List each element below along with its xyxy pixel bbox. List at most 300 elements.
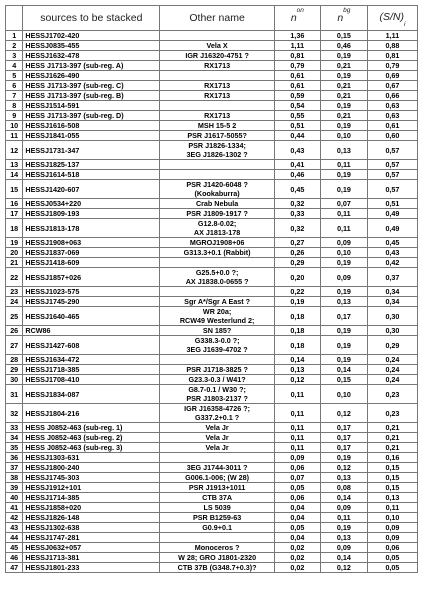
source-name-cell: RCW86 bbox=[23, 326, 160, 336]
table-row bbox=[6, 209, 418, 219]
source-name-cell: HESSJ0632+057 bbox=[23, 543, 160, 553]
n-on-cell: 0,33 bbox=[274, 209, 320, 219]
table-row bbox=[6, 563, 418, 573]
sn-cell: 0,05 bbox=[367, 553, 417, 563]
n-on-cell: 1,11 bbox=[274, 41, 320, 51]
table-row bbox=[6, 219, 418, 238]
n-on-cell: 0,11 bbox=[274, 433, 320, 443]
n-on-cell: 0,59 bbox=[274, 91, 320, 101]
sn-cell: 0,51 bbox=[367, 199, 417, 209]
source-name-cell: HESSJ1634-472 bbox=[23, 355, 160, 365]
n-bg-cell: 0,10 bbox=[320, 248, 367, 258]
sn-cell: 0,09 bbox=[367, 523, 417, 533]
other-name-cell: Vela Jr bbox=[160, 423, 275, 433]
n-on-cell: 0,61 bbox=[274, 81, 320, 91]
source-name-cell: HESS J0852-463 (sub-reg. 1) bbox=[23, 423, 160, 433]
table-row bbox=[6, 533, 418, 543]
sn-cell: 0,24 bbox=[367, 355, 417, 365]
source-name-cell: HESSJ1747-281 bbox=[23, 533, 160, 543]
table-row bbox=[6, 385, 418, 404]
table-row bbox=[6, 297, 418, 307]
source-name-cell: HESSJ1745-290 bbox=[23, 297, 160, 307]
n-bg-cell: 0,15 bbox=[320, 375, 367, 385]
n-bg-cell: 0,19 bbox=[320, 71, 367, 81]
table-row bbox=[6, 91, 418, 101]
source-name-cell: HESSJ1800-240 bbox=[23, 463, 160, 473]
sn-cell: 0,06 bbox=[367, 543, 417, 553]
sn-cell: 0,30 bbox=[367, 326, 417, 336]
row-index: 9 bbox=[6, 111, 23, 121]
row-index: 4 bbox=[6, 61, 23, 71]
other-name-cell: Vela Jr bbox=[160, 433, 275, 443]
n-bg-cell: 0,13 bbox=[320, 141, 367, 160]
row-index: 23 bbox=[6, 287, 23, 297]
row-index: 15 bbox=[6, 180, 23, 199]
header-row bbox=[6, 6, 418, 31]
other-name-cell: G12.8-0.02; AX J1813-178 bbox=[160, 219, 275, 238]
n-bg-cell: 0,21 bbox=[320, 91, 367, 101]
n-on-cell: 0,51 bbox=[274, 121, 320, 131]
source-name-cell: HESSJ1745-303 bbox=[23, 473, 160, 483]
row-index: 30 bbox=[6, 375, 23, 385]
n-on-cell: 0,43 bbox=[274, 141, 320, 160]
sn-cell: 0,24 bbox=[367, 375, 417, 385]
n-on-cell: 0,18 bbox=[274, 336, 320, 355]
table-row bbox=[6, 523, 418, 533]
source-name-cell: HESS J1713-397 (sub-reg. A) bbox=[23, 61, 160, 71]
row-index: 45 bbox=[6, 543, 23, 553]
table-row bbox=[6, 443, 418, 453]
header-sn bbox=[367, 6, 417, 31]
table-row bbox=[6, 268, 418, 287]
sn-cell: 0,15 bbox=[367, 483, 417, 493]
n-on-cell: 0,04 bbox=[274, 503, 320, 513]
n-on-cell: 1,36 bbox=[274, 31, 320, 41]
n-bg-cell: 0,11 bbox=[320, 219, 367, 238]
row-index: 43 bbox=[6, 523, 23, 533]
sn-cell: 0,60 bbox=[367, 131, 417, 141]
sn-cell: 0,67 bbox=[367, 81, 417, 91]
table-row bbox=[6, 31, 418, 41]
n-bg-cell: 0,09 bbox=[320, 503, 367, 513]
table-row bbox=[6, 41, 418, 51]
table-row bbox=[6, 71, 418, 81]
n-bg-cell: 0,19 bbox=[320, 121, 367, 131]
row-index: 42 bbox=[6, 513, 23, 523]
other-name-cell bbox=[160, 71, 275, 81]
other-name-cell: IGR J16358-4726 ?; G337.2+0.1 ? bbox=[160, 404, 275, 423]
sn-cell: 0,23 bbox=[367, 404, 417, 423]
table-row bbox=[6, 180, 418, 199]
row-index: 6 bbox=[6, 81, 23, 91]
sn-cell: 0,57 bbox=[367, 141, 417, 160]
row-index: 24 bbox=[6, 297, 23, 307]
row-index: 28 bbox=[6, 355, 23, 365]
n-on-cell: 0,22 bbox=[274, 287, 320, 297]
n-bg-cell: 0,09 bbox=[320, 268, 367, 287]
source-name-cell: HESSJ1837-069 bbox=[23, 248, 160, 258]
sn-cell: 0,63 bbox=[367, 111, 417, 121]
n-on-cell: 0,09 bbox=[274, 453, 320, 463]
row-index: 39 bbox=[6, 483, 23, 493]
source-name-cell: HESSJ1825-137 bbox=[23, 160, 160, 170]
table-row bbox=[6, 307, 418, 326]
table-row bbox=[6, 141, 418, 160]
n-bg-cell: 0,17 bbox=[320, 423, 367, 433]
other-name-cell bbox=[160, 533, 275, 543]
source-name-cell: HESSJ1857+026 bbox=[23, 268, 160, 287]
n-on-cell: 0,02 bbox=[274, 543, 320, 553]
n-bg-cell: 0,08 bbox=[320, 483, 367, 493]
sn-cell: 0,61 bbox=[367, 121, 417, 131]
sn-cell: 0,63 bbox=[367, 101, 417, 111]
other-name-cell: PSR J1718-3825 ? bbox=[160, 365, 275, 375]
table-row bbox=[6, 51, 418, 61]
n-bg-cell: 0,09 bbox=[320, 543, 367, 553]
row-index: 31 bbox=[6, 385, 23, 404]
n-on-cell: 0,54 bbox=[274, 101, 320, 111]
sn-cell: 0,16 bbox=[367, 453, 417, 463]
table-row bbox=[6, 131, 418, 141]
n-bg-cell: 0,12 bbox=[320, 404, 367, 423]
row-index: 22 bbox=[6, 268, 23, 287]
row-index: 33 bbox=[6, 423, 23, 433]
row-index: 14 bbox=[6, 170, 23, 180]
header-n-on-sup: on bbox=[296, 7, 304, 14]
other-name-cell bbox=[160, 355, 275, 365]
other-name-cell bbox=[160, 31, 275, 41]
sn-cell: 0,13 bbox=[367, 493, 417, 503]
row-index: 27 bbox=[6, 336, 23, 355]
source-name-cell: HESSJ1841-055 bbox=[23, 131, 160, 141]
row-index: 3 bbox=[6, 51, 23, 61]
n-bg-cell: 0,11 bbox=[320, 209, 367, 219]
sn-cell: 1,11 bbox=[367, 31, 417, 41]
source-name-cell: HESSJ1702-420 bbox=[23, 31, 160, 41]
n-bg-cell: 0,21 bbox=[320, 81, 367, 91]
source-name-cell: HESS J1713-397 (sub-reg. C) bbox=[23, 81, 160, 91]
sn-cell: 0,45 bbox=[367, 238, 417, 248]
n-on-cell: 0,04 bbox=[274, 513, 320, 523]
sn-cell: 0,23 bbox=[367, 385, 417, 404]
header-n-bg bbox=[320, 6, 367, 31]
source-name-cell: HESSJ1858+020 bbox=[23, 503, 160, 513]
other-name-cell: Vela X bbox=[160, 41, 275, 51]
table-row bbox=[6, 111, 418, 121]
table-body bbox=[6, 31, 418, 573]
sn-cell: 0,15 bbox=[367, 473, 417, 483]
n-bg-cell: 0,19 bbox=[320, 326, 367, 336]
sn-cell: 0,29 bbox=[367, 336, 417, 355]
row-index: 13 bbox=[6, 160, 23, 170]
source-name-cell: HESSJ1834-087 bbox=[23, 385, 160, 404]
n-on-cell: 0,19 bbox=[274, 297, 320, 307]
source-name-cell: HESSJ1804-216 bbox=[23, 404, 160, 423]
other-name-cell: RX1713 bbox=[160, 91, 275, 101]
table-row bbox=[6, 199, 418, 209]
n-bg-cell: 0,19 bbox=[320, 355, 367, 365]
source-name-cell: HESSJ1801-233 bbox=[23, 563, 160, 573]
table-row bbox=[6, 493, 418, 503]
sn-cell: 0,43 bbox=[367, 248, 417, 258]
row-index: 20 bbox=[6, 248, 23, 258]
other-name-cell bbox=[160, 258, 275, 268]
other-name-cell: G23.3-0.3 / W41? bbox=[160, 375, 275, 385]
sn-cell: 0,81 bbox=[367, 51, 417, 61]
other-name-cell: 3EG J1744-3011 ? bbox=[160, 463, 275, 473]
n-bg-cell: 0,09 bbox=[320, 238, 367, 248]
n-bg-cell: 0,17 bbox=[320, 443, 367, 453]
row-index: 40 bbox=[6, 493, 23, 503]
table-row bbox=[6, 503, 418, 513]
other-name-cell: Vela Jr bbox=[160, 443, 275, 453]
table-row bbox=[6, 375, 418, 385]
row-index: 25 bbox=[6, 307, 23, 326]
row-index: 11 bbox=[6, 131, 23, 141]
n-bg-cell: 0,17 bbox=[320, 307, 367, 326]
source-name-cell: HESSJ1023-575 bbox=[23, 287, 160, 297]
other-name-cell: Crab Nebula bbox=[160, 199, 275, 209]
row-index: 34 bbox=[6, 433, 23, 443]
header-n-bg-sup: bg bbox=[343, 7, 351, 14]
n-on-cell: 0,06 bbox=[274, 463, 320, 473]
source-name-cell: HESS J1713-397 (sub-reg. B) bbox=[23, 91, 160, 101]
table-row bbox=[6, 258, 418, 268]
sn-cell: 0,05 bbox=[367, 563, 417, 573]
n-bg-cell: 0,19 bbox=[320, 180, 367, 199]
other-name-cell: W 28; GRO J1801-2320 bbox=[160, 553, 275, 563]
table-row bbox=[6, 287, 418, 297]
table-row bbox=[6, 453, 418, 463]
n-on-cell: 0,14 bbox=[274, 355, 320, 365]
n-bg-cell: 0,19 bbox=[320, 258, 367, 268]
row-index: 46 bbox=[6, 553, 23, 563]
table-row bbox=[6, 160, 418, 170]
n-bg-cell: 0,46 bbox=[320, 41, 367, 51]
row-index: 44 bbox=[6, 533, 23, 543]
header-other-name: Other name bbox=[160, 6, 275, 31]
n-on-cell: 0,44 bbox=[274, 131, 320, 141]
table-row bbox=[6, 238, 418, 248]
table-row bbox=[6, 355, 418, 365]
n-bg-cell: 0,19 bbox=[320, 287, 367, 297]
source-name-cell: HESSJ1626-490 bbox=[23, 71, 160, 81]
n-bg-cell: 0,21 bbox=[320, 111, 367, 121]
n-on-cell: 0,20 bbox=[274, 268, 320, 287]
other-name-cell: MSH 15-5 2 bbox=[160, 121, 275, 131]
other-name-cell: RX1713 bbox=[160, 61, 275, 71]
n-bg-cell: 0,19 bbox=[320, 336, 367, 355]
sn-cell: 0,09 bbox=[367, 533, 417, 543]
n-bg-cell: 0,19 bbox=[320, 523, 367, 533]
sn-cell: 0,21 bbox=[367, 443, 417, 453]
source-name-cell: HESSJ1809-193 bbox=[23, 209, 160, 219]
table-row bbox=[6, 463, 418, 473]
header-index bbox=[6, 6, 23, 31]
row-index: 5 bbox=[6, 71, 23, 81]
row-index: 37 bbox=[6, 463, 23, 473]
row-index: 12 bbox=[6, 141, 23, 160]
n-bg-cell: 0,07 bbox=[320, 199, 367, 209]
table-row bbox=[6, 423, 418, 433]
row-index: 8 bbox=[6, 101, 23, 111]
source-name-cell: HESSJ1302-638 bbox=[23, 523, 160, 533]
row-index: 7 bbox=[6, 91, 23, 101]
n-on-cell: 0,55 bbox=[274, 111, 320, 121]
source-name-cell: HESSJ1420-607 bbox=[23, 180, 160, 199]
table-row bbox=[6, 473, 418, 483]
n-bg-cell: 0,13 bbox=[320, 473, 367, 483]
source-name-cell: HESSJ1713-381 bbox=[23, 553, 160, 563]
header-sn-base: (S/N) bbox=[379, 11, 404, 24]
row-index: 38 bbox=[6, 473, 23, 483]
table-row bbox=[6, 121, 418, 131]
sn-cell: 0,24 bbox=[367, 365, 417, 375]
sn-cell: 0,30 bbox=[367, 307, 417, 326]
source-name-cell: HESSJ1427-608 bbox=[23, 336, 160, 355]
n-on-cell: 0,45 bbox=[274, 180, 320, 199]
n-bg-cell: 0,19 bbox=[320, 51, 367, 61]
table-row bbox=[6, 170, 418, 180]
sn-cell: 0,37 bbox=[367, 268, 417, 287]
sn-cell: 0,69 bbox=[367, 71, 417, 81]
source-name-cell: HESSJ1614-518 bbox=[23, 170, 160, 180]
n-bg-cell: 0,13 bbox=[320, 533, 367, 543]
n-on-cell: 0,11 bbox=[274, 443, 320, 453]
source-name-cell: HESSJ0835-455 bbox=[23, 41, 160, 51]
n-on-cell: 0,02 bbox=[274, 563, 320, 573]
other-name-cell: G313.3+0.1 (Rabbit) bbox=[160, 248, 275, 258]
sn-cell: 0,34 bbox=[367, 297, 417, 307]
sn-cell: 0,21 bbox=[367, 423, 417, 433]
n-on-cell: 0,29 bbox=[274, 258, 320, 268]
n-bg-cell: 0,10 bbox=[320, 385, 367, 404]
other-name-cell: G8.7-0.1 / W30 ?; PSR J1803-2137 ? bbox=[160, 385, 275, 404]
n-on-cell: 0,41 bbox=[274, 160, 320, 170]
other-name-cell: CTB 37B (G348.7+0.3)? bbox=[160, 563, 275, 573]
other-name-cell: CTB 37A bbox=[160, 493, 275, 503]
sn-cell: 0,11 bbox=[367, 503, 417, 513]
other-name-cell: IGR J16320-4751 ? bbox=[160, 51, 275, 61]
n-bg-cell: 0,15 bbox=[320, 31, 367, 41]
n-on-cell: 0,11 bbox=[274, 385, 320, 404]
n-on-cell: 0,05 bbox=[274, 523, 320, 533]
other-name-cell: G0.9+0.1 bbox=[160, 523, 275, 533]
n-on-cell: 0,06 bbox=[274, 493, 320, 503]
n-on-cell: 0,61 bbox=[274, 71, 320, 81]
other-name-cell: PSR J1420-6048 ? (Kookaburra) bbox=[160, 180, 275, 199]
sn-cell: 0,57 bbox=[367, 160, 417, 170]
source-name-cell: HESSJ1418-609 bbox=[23, 258, 160, 268]
other-name-cell: PSR B1259-63 bbox=[160, 513, 275, 523]
row-index: 19 bbox=[6, 238, 23, 248]
table-row bbox=[6, 365, 418, 375]
source-name-cell: HESSJ1731-347 bbox=[23, 141, 160, 160]
other-name-cell: G338.3-0.0 ?; 3EG J1639-4702 ? bbox=[160, 336, 275, 355]
row-index: 32 bbox=[6, 404, 23, 423]
row-index: 41 bbox=[6, 503, 23, 513]
n-on-cell: 0,11 bbox=[274, 423, 320, 433]
n-bg-cell: 0,11 bbox=[320, 160, 367, 170]
other-name-cell: WR 20a; RCW49 Westerlund 2; bbox=[160, 307, 275, 326]
sn-cell: 0,88 bbox=[367, 41, 417, 51]
n-bg-cell: 0,21 bbox=[320, 61, 367, 71]
source-name-cell: HESSJ1826-148 bbox=[23, 513, 160, 523]
n-on-cell: 0,32 bbox=[274, 199, 320, 209]
table-row bbox=[6, 404, 418, 423]
stacking-table-container bbox=[5, 5, 418, 573]
source-name-cell: HESS J0852-463 (sub-reg. 3) bbox=[23, 443, 160, 453]
source-name-cell: HESSJ1640-465 bbox=[23, 307, 160, 326]
n-on-cell: 0,27 bbox=[274, 238, 320, 248]
other-name-cell: PSR J1826-1334; 3EG J1826-1302 ? bbox=[160, 141, 275, 160]
n-on-cell: 0,46 bbox=[274, 170, 320, 180]
table-row bbox=[6, 61, 418, 71]
row-index: 10 bbox=[6, 121, 23, 131]
n-bg-cell: 0,19 bbox=[320, 101, 367, 111]
header-n-on bbox=[274, 6, 320, 31]
n-on-cell: 0,02 bbox=[274, 553, 320, 563]
n-on-cell: 0,32 bbox=[274, 219, 320, 238]
source-name-cell: HESSJ1708-410 bbox=[23, 375, 160, 385]
other-name-cell bbox=[160, 453, 275, 463]
n-bg-cell: 0,13 bbox=[320, 297, 367, 307]
other-name-cell: PSR J1809-1917 ? bbox=[160, 209, 275, 219]
n-on-cell: 0,04 bbox=[274, 533, 320, 543]
n-bg-cell: 0,11 bbox=[320, 513, 367, 523]
n-bg-cell: 0,14 bbox=[320, 493, 367, 503]
row-index: 17 bbox=[6, 209, 23, 219]
sn-cell: 0,10 bbox=[367, 513, 417, 523]
sources-table bbox=[5, 5, 418, 573]
source-name-cell: HESSJ1912+101 bbox=[23, 483, 160, 493]
table-row bbox=[6, 483, 418, 493]
row-index: 16 bbox=[6, 199, 23, 209]
row-index: 35 bbox=[6, 443, 23, 453]
table-row bbox=[6, 326, 418, 336]
row-index: 21 bbox=[6, 258, 23, 268]
header-n-bg-base: n bbox=[337, 11, 344, 24]
sn-cell: 0,79 bbox=[367, 61, 417, 71]
n-bg-cell: 0,14 bbox=[320, 553, 367, 563]
sn-cell: 0,21 bbox=[367, 433, 417, 443]
n-bg-cell: 0,12 bbox=[320, 563, 367, 573]
sn-cell: 0,15 bbox=[367, 463, 417, 473]
table-row bbox=[6, 101, 418, 111]
other-name-cell: Sgr A*/Sgr A East ? bbox=[160, 297, 275, 307]
n-bg-cell: 0,12 bbox=[320, 463, 367, 473]
other-name-cell: PSR J1617-5055? bbox=[160, 131, 275, 141]
row-index: 36 bbox=[6, 453, 23, 463]
other-name-cell: MGROJ1908+06 bbox=[160, 238, 275, 248]
other-name-cell: LS 5039 bbox=[160, 503, 275, 513]
row-index: 29 bbox=[6, 365, 23, 375]
other-name-cell: RX1713 bbox=[160, 81, 275, 91]
table-row bbox=[6, 433, 418, 443]
n-bg-cell: 0,14 bbox=[320, 365, 367, 375]
header-n-on-base: n bbox=[290, 11, 297, 24]
source-name-cell: HESSJ1813-178 bbox=[23, 219, 160, 238]
other-name-cell: G25.5+0.0 ?; AX J1838.0-0655 ? bbox=[160, 268, 275, 287]
n-bg-cell: 0,10 bbox=[320, 131, 367, 141]
sn-cell: 0,57 bbox=[367, 170, 417, 180]
sn-cell: 0,34 bbox=[367, 287, 417, 297]
n-on-cell: 0,11 bbox=[274, 404, 320, 423]
other-name-cell: G006.1-006; (W 28) bbox=[160, 473, 275, 483]
n-on-cell: 0,18 bbox=[274, 307, 320, 326]
source-name-cell: HESSJ1714-385 bbox=[23, 493, 160, 503]
sn-cell: 0,42 bbox=[367, 258, 417, 268]
